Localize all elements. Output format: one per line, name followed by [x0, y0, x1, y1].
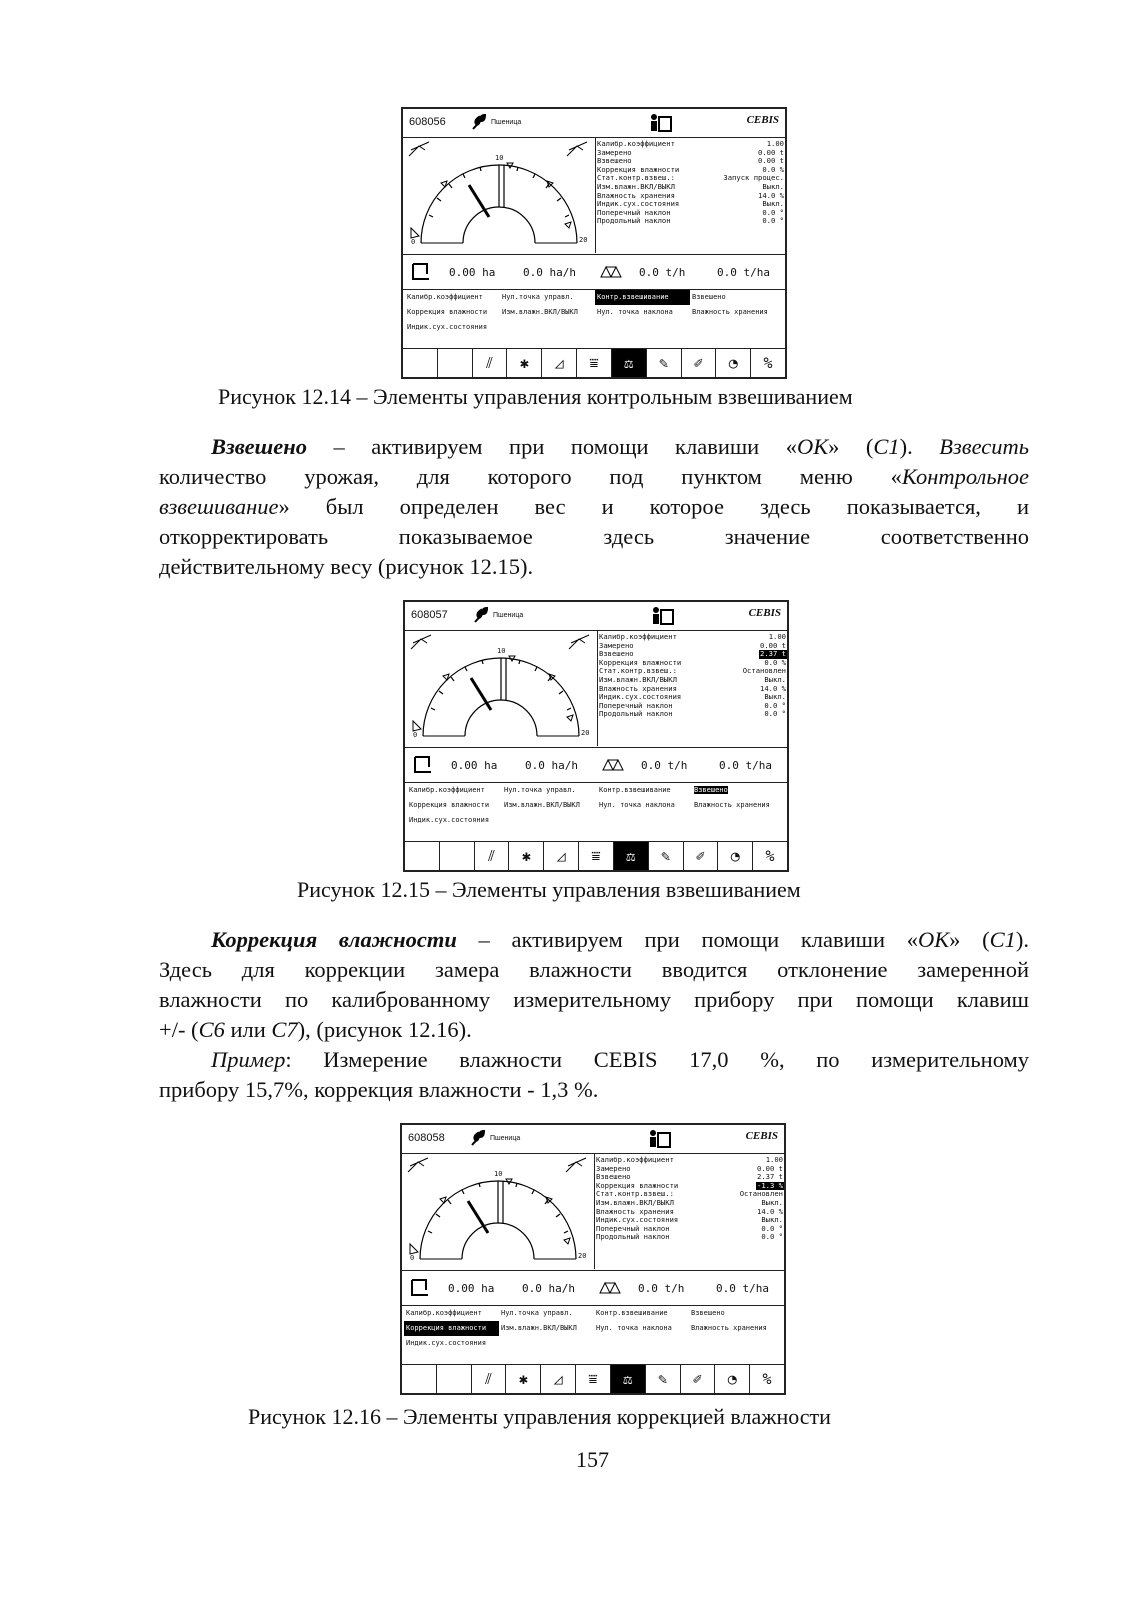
param-label: Изм.влажн.ВКЛ/ВЫКЛ	[597, 181, 675, 191]
gauge-mid-label: 10	[495, 154, 504, 162]
param-value: 14.0 %	[760, 683, 786, 693]
loss-gauge	[402, 1154, 595, 1269]
area-value: 0.00 ha	[451, 759, 498, 772]
function-toolbar	[405, 841, 787, 870]
yield-value: 0.0 t/ha	[719, 759, 772, 772]
rate-value: 0.0 ha/h	[525, 759, 578, 772]
menu-item[interactable]: Калибр.коэффициент	[407, 293, 483, 301]
area-icon	[408, 1278, 430, 1298]
scale-icon	[599, 263, 623, 281]
blank-key[interactable]	[437, 1365, 472, 1393]
blank-key[interactable]	[440, 842, 475, 870]
menu-item[interactable]: Взвешено	[692, 293, 726, 301]
param-value: Запуск процес.	[723, 173, 784, 183]
area-value: 0.00 ha	[449, 266, 496, 279]
menu-item[interactable]: Контр.взвешивание	[596, 1309, 668, 1317]
param-value: Остановлен	[742, 666, 786, 676]
menu-item[interactable]: Изм.влажн.ВКЛ/ВЫКЛ	[504, 801, 580, 809]
flow-value: 0.0 t/h	[641, 759, 688, 772]
param-value: 0.0 °	[764, 709, 786, 719]
paragraph-line: +/- (С6 или С7), (рисунок 12.16).	[159, 1017, 472, 1042]
menu-item-selected[interactable]: Контр.взвешивание	[595, 290, 690, 305]
sieve-icon[interactable]: ⩸	[577, 349, 612, 377]
crop-name: Пшеница	[491, 119, 522, 126]
param-row	[599, 710, 787, 719]
paragraph-line: Взвешено – активируем при помощи клавиши «ОК» (С1). Взвесить	[211, 434, 1029, 459]
blank-key[interactable]	[438, 349, 473, 377]
paragraph-line: взвешивание» был определен вес и которое здесь показывается, и	[159, 494, 1029, 519]
gauge-max-label: 20	[579, 236, 588, 244]
param-value: Выкл.	[761, 1215, 783, 1225]
loss-gauge	[405, 631, 598, 746]
scale-tool-icon[interactable]: ⚖	[614, 842, 649, 870]
param-value: Остановлен	[739, 1189, 783, 1199]
header-tool-icon[interactable]: ⫽	[475, 842, 510, 870]
screen-id: 608056	[409, 116, 446, 128]
area-icon	[411, 755, 433, 775]
param-label: Влажность хранения	[599, 683, 677, 693]
param-label: Продольный наклон	[596, 1232, 670, 1242]
menu-item[interactable]: Контр.взвешивание	[599, 786, 671, 794]
screen-id: 608057	[411, 609, 448, 621]
term-weighed: Взвешено	[211, 434, 308, 459]
screen-header	[402, 1125, 784, 1154]
param-label: Продольный наклон	[597, 216, 671, 226]
header-tool-icon[interactable]: ⫽	[472, 1365, 507, 1393]
param-value: Выкл.	[764, 692, 786, 702]
blank-key[interactable]	[403, 349, 438, 377]
menu-item[interactable]: Взвешено	[691, 1309, 725, 1317]
blank-key[interactable]	[402, 1365, 437, 1393]
menu-item[interactable]: Коррекция влажности	[409, 801, 490, 809]
menu-item[interactable]: Нул.точка управл.	[504, 786, 576, 794]
yield-value: 0.0 t/ha	[716, 1282, 769, 1295]
param-value: 0.00 t	[757, 1163, 783, 1173]
param-value: 0.00 t	[760, 640, 786, 650]
param-value-selected[interactable]: 2.37 t	[760, 649, 786, 659]
gauge-tool-icon[interactable]: ◔	[716, 349, 751, 377]
figure-caption-2: Рисунок 12.15 – Элементы управления взвешиванием	[297, 877, 801, 902]
param-label: Калибр.коэффициент	[599, 632, 677, 641]
menu-item-selected[interactable]: Коррекция влажности	[404, 1321, 499, 1336]
wheat-icon	[473, 606, 491, 624]
param-value: 0.0 °	[762, 216, 784, 226]
param-label: Калибр.коэффициент	[596, 1155, 674, 1164]
snowflake-icon[interactable]: ✱	[507, 349, 542, 377]
param-value-selected[interactable]: -1.3 %	[757, 1180, 783, 1190]
param-value: 14.0 %	[757, 1206, 783, 1216]
menu-item[interactable]: Влажность хранения	[694, 801, 770, 809]
percent-icon[interactable]: %	[763, 354, 773, 372]
param-value: 0.0 %	[762, 164, 784, 174]
param-label: Взвешено	[597, 156, 632, 166]
flow-value: 0.0 t/h	[639, 266, 686, 279]
param-label: Изм.влажн.ВКЛ/ВЫКЛ	[596, 1197, 674, 1207]
sieve-icon[interactable]: ⩸	[576, 1365, 611, 1393]
term-moisture-correction: Коррекция влажности	[211, 927, 457, 952]
param-label: Индик.сух.состояния	[599, 692, 682, 702]
rate-value: 0.0 ha/h	[523, 266, 576, 279]
gauge-max-label: 20	[578, 1252, 587, 1260]
figure-caption-1: Рисунок 12.14 – Элементы управления контрольным взвешиванием	[218, 384, 853, 409]
menu-item[interactable]: Изм.влажн.ВКЛ/ВЫКЛ	[501, 1324, 577, 1332]
param-value: 0.0 °	[761, 1223, 783, 1233]
menu-item[interactable]: Коррекция влажности	[407, 308, 488, 316]
percent-icon[interactable]: %	[762, 1370, 772, 1388]
screen-id: 608058	[408, 1132, 445, 1144]
menu-item[interactable]: Индик.сух.состояния	[406, 1339, 487, 1347]
paragraph-line: влажности по калиброванному измерительному прибору при помощи клавиш	[159, 987, 1029, 1012]
operator-cab-icon	[646, 1129, 672, 1149]
wheat-tool-icon[interactable]: ✎	[649, 842, 684, 870]
gauge-tool-icon[interactable]: ◔	[715, 1365, 750, 1393]
param-label: Поперечный наклон	[599, 700, 673, 710]
term-example: Пример	[211, 1047, 286, 1072]
sieve-icon[interactable]: ⩸	[579, 842, 614, 870]
parameter-list	[596, 1156, 784, 1242]
param-value: Выкл.	[761, 1197, 783, 1207]
param-value: 0.0 °	[764, 700, 786, 710]
scale-tool-icon[interactable]: ⚖	[612, 349, 647, 377]
paragraph-line: Здесь для коррекции замера влажности вводится отклонение замеренной	[159, 957, 1029, 982]
paragraph-line: откорректировать показываемое здесь значение соответственно	[159, 524, 1029, 549]
wheat-icon	[470, 1129, 488, 1147]
gauge-max-label: 20	[581, 729, 590, 737]
parameter-list	[599, 633, 787, 719]
param-label: Стат.контр.взвеш.:	[596, 1189, 674, 1199]
crop-name: Пшеница	[493, 612, 524, 619]
screen-header	[405, 602, 787, 631]
terminal-screen-3	[400, 1123, 786, 1395]
page-number: 157	[576, 1447, 609, 1472]
terminal-screen-2	[403, 600, 789, 872]
crop-name: Пшеница	[490, 1135, 521, 1142]
paragraph-line: Коррекция влажности – активируем при помощи клавиши «ОК» (С1).	[211, 927, 1029, 952]
gauge-mid-label: 10	[494, 1170, 503, 1178]
param-label: Индик.сух.состояния	[596, 1215, 679, 1225]
param-label: Стат.контр.взвеш.:	[599, 666, 677, 676]
paragraph-line: прибору 15,7%, коррекция влажности - 1,3 %.	[159, 1077, 599, 1102]
slope-icon[interactable]: ◿	[542, 349, 577, 377]
menu-item[interactable]: Индик.сух.состояния	[409, 816, 490, 824]
percent-icon[interactable]: %	[765, 847, 775, 865]
paragraph-line: Пример: Измерение влажности CEBIS 17,0 %, по измерительному	[211, 1047, 1029, 1072]
function-toolbar	[403, 348, 785, 377]
param-label: Калибр.коэффициент	[597, 139, 675, 148]
param-value: Выкл.	[762, 181, 784, 191]
flow-value: 0.0 t/h	[638, 1282, 685, 1295]
operator-cab-icon	[647, 113, 673, 133]
slope-icon[interactable]: ◿	[541, 1365, 576, 1393]
figure-caption-3: Рисунок 12.16 – Элементы управления коррекцией влажности	[248, 1404, 831, 1429]
scale-tool-icon[interactable]: ⚖	[611, 1365, 646, 1393]
menu-item[interactable]: Влажность хранения	[692, 308, 768, 316]
param-label: Коррекция влажности	[597, 164, 680, 174]
area-value: 0.00 ha	[448, 1282, 495, 1295]
menu-item[interactable]: Калибр.коэффициент	[406, 1309, 482, 1317]
wheat-icon	[471, 113, 489, 131]
scale-icon	[601, 756, 625, 774]
param-value: 1.00	[766, 139, 784, 148]
brand-logo: CEBIS	[746, 114, 779, 126]
paragraph-line: действительному весу (рисунок 12.15).	[159, 554, 534, 579]
menu-item-selected[interactable]: Взвешено	[694, 786, 728, 794]
stats-bar	[403, 254, 785, 290]
menu-item[interactable]: Калибр.коэффициент	[409, 786, 485, 794]
terminal-screen-1	[401, 107, 787, 379]
header-tool-icon[interactable]: ⫽	[473, 349, 508, 377]
param-row	[597, 217, 785, 226]
function-toolbar	[402, 1364, 784, 1393]
loss-gauge	[403, 138, 596, 253]
param-value: 1.00	[768, 632, 786, 641]
param-label: Поперечный наклон	[597, 207, 671, 217]
parameter-list	[597, 140, 785, 226]
brand-logo: CEBIS	[745, 1130, 778, 1142]
menu-item[interactable]: Нул. точка наклона	[597, 308, 673, 316]
gauge-min-label: 0	[411, 238, 416, 246]
param-label: Стат.контр.взвеш.:	[597, 173, 675, 183]
gauge-tool-icon[interactable]: ◔	[718, 842, 753, 870]
screen-header	[403, 109, 785, 138]
stats-bar	[405, 747, 787, 783]
edit-icon[interactable]: ✐	[682, 349, 717, 377]
paragraph-line: количество урожая, для которого под пунктом меню «Контрольное	[159, 464, 1029, 489]
menu-item[interactable]: Индик.сух.состояния	[407, 323, 488, 331]
param-value: 2.37 t	[757, 1172, 783, 1182]
menu-item[interactable]: Нул.точка управл.	[501, 1309, 573, 1317]
menu-item[interactable]: Нул.точка управл.	[502, 293, 574, 301]
wheat-tool-icon[interactable]: ✎	[647, 349, 682, 377]
param-label: Индик.сух.состояния	[597, 199, 680, 209]
snowflake-icon[interactable]: ✱	[509, 842, 544, 870]
gauge-min-label: 0	[410, 1254, 415, 1262]
edit-icon[interactable]: ✐	[681, 1365, 716, 1393]
param-label: Коррекция влажности	[599, 657, 682, 667]
operator-cab-icon	[649, 606, 675, 626]
param-label: Взвешено	[596, 1172, 631, 1182]
menu-item[interactable]: Влажность хранения	[691, 1324, 767, 1332]
blank-key[interactable]	[405, 842, 440, 870]
stats-bar	[402, 1270, 784, 1306]
param-label: Взвешено	[599, 649, 634, 659]
param-value: 0.0 °	[762, 207, 784, 217]
param-label: Влажность хранения	[596, 1206, 674, 1216]
menu-item[interactable]: Нул. точка наклона	[599, 801, 675, 809]
param-label: Продольный наклон	[599, 709, 673, 719]
scale-icon	[598, 1279, 622, 1297]
menu-item[interactable]: Нул. точка наклона	[596, 1324, 672, 1332]
brand-logo: CEBIS	[748, 607, 781, 619]
param-value: Выкл.	[764, 674, 786, 684]
gauge-min-label: 0	[413, 731, 418, 739]
menu-item[interactable]: Изм.влажн.ВКЛ/ВЫКЛ	[502, 308, 578, 316]
param-label: Поперечный наклон	[596, 1223, 670, 1233]
rate-value: 0.0 ha/h	[522, 1282, 575, 1295]
param-value: 14.0 %	[758, 190, 784, 200]
param-label: Изм.влажн.ВКЛ/ВЫКЛ	[599, 674, 677, 684]
param-value: 0.0 %	[764, 657, 786, 667]
slope-icon[interactable]: ◿	[544, 842, 579, 870]
param-value: 0.0 °	[761, 1232, 783, 1242]
param-row	[596, 1233, 784, 1242]
function-menu	[405, 290, 785, 335]
param-value: 0.00 t	[758, 147, 784, 157]
param-label: Замерено	[597, 147, 632, 157]
param-label: Коррекция влажности	[596, 1180, 679, 1190]
param-label: Влажность хранения	[597, 190, 675, 200]
wheat-tool-icon[interactable]: ✎	[646, 1365, 681, 1393]
gauge-mid-label: 10	[497, 647, 506, 655]
snowflake-icon[interactable]: ✱	[506, 1365, 541, 1393]
param-label: Замерено	[599, 640, 634, 650]
area-icon	[409, 262, 431, 282]
param-label: Замерено	[596, 1163, 631, 1173]
function-menu	[404, 1306, 784, 1351]
param-value: 1.00	[765, 1155, 783, 1164]
edit-icon[interactable]: ✐	[684, 842, 719, 870]
function-menu	[407, 783, 787, 828]
yield-value: 0.0 t/ha	[717, 266, 770, 279]
param-value: 0.00 t	[758, 156, 784, 166]
param-value: Выкл.	[762, 199, 784, 209]
